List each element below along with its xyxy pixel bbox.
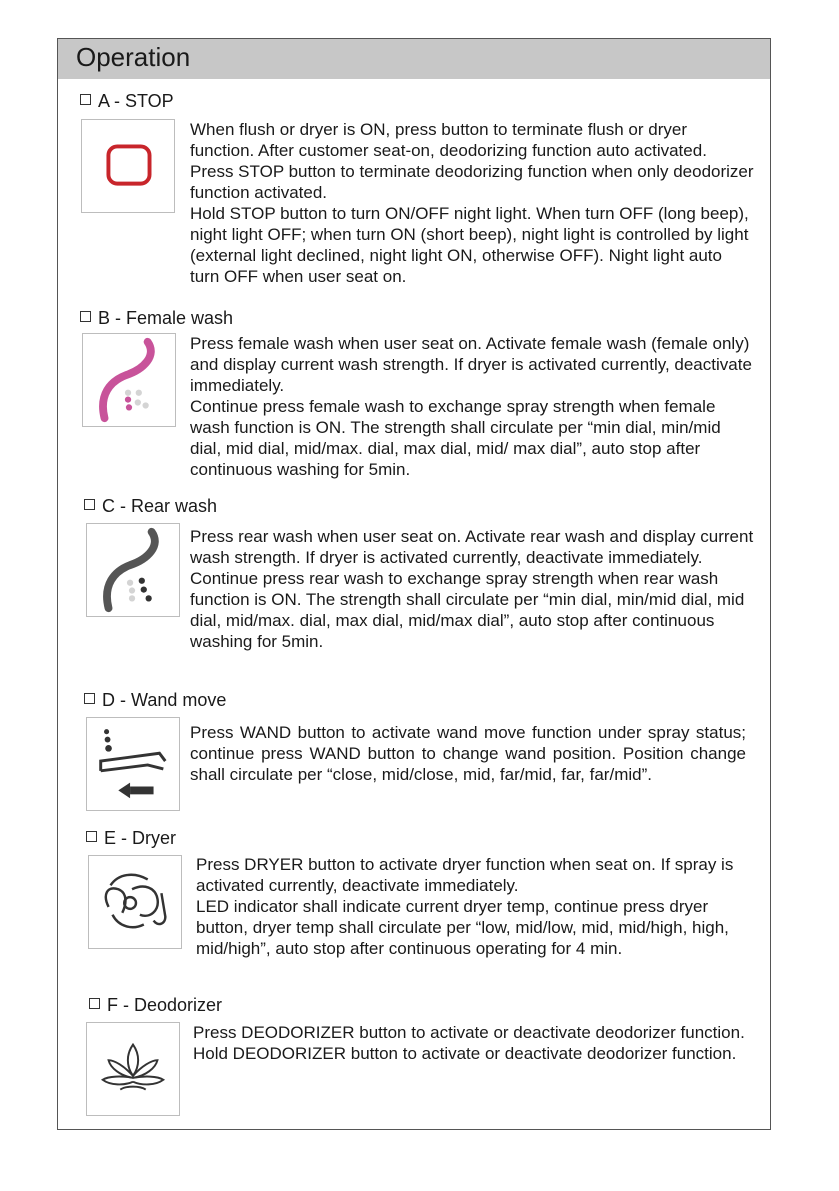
section-title-wand-move: D - Wand move: [84, 690, 226, 710]
checkbox-icon: [80, 94, 91, 105]
female-wash-icon: [83, 334, 175, 426]
section-text-rear-wash: Press rear wash when user seat on. Activate rear wash and display current wash strength. If dryer is activated currently, deactivate immediately. Continue press rear wash to exchange spray strength when rear wash function is ON. The strength shall circulate per “min dial, min/mid dial, mid dial, mid/max. dial, max dial, mid/max dial”, auto stop after continuous washing for 5min.: [190, 527, 754, 651]
wand-move-icon-box: [86, 717, 180, 811]
dryer-icon: [89, 856, 181, 948]
section-title-deodorizer: F - Deodorizer: [89, 995, 222, 1015]
section-text-stop: When flush or dryer is ON, press button to terminate flush or dryer function. After customer seat-on, deodorizing function auto activated. Press STOP button to terminate deodorizing function when only deodorizer function activated. Hold STOP button to turn ON/OFF night light. When turn OFF (long beep), night light OFF; when turn ON (short beep), night light is controlled by light (external light declined, night light ON, otherwise OFF). Night light auto turn OFF when user seat on.: [190, 120, 754, 286]
section-text-deodorizer: Press DEODORIZER button to activate or deactivate deodorizer function. Hold DEODORIZER button to activate or deactivate deodorizer function.: [193, 1023, 745, 1063]
wand-move-icon: [87, 718, 179, 810]
rear-wash-icon-box: [86, 523, 180, 617]
deodorizer-icon-box: [86, 1022, 180, 1116]
rear-wash-icon: [87, 524, 179, 616]
female-wash-icon-box: [82, 333, 176, 427]
section-text-wand-move: Press WAND button to activate wand move function under spray status; continue press WAND button to change wand position. Position change shall circulate per “close, mid/close, mid, far/mid, far, far/mid”.: [190, 723, 746, 784]
checkbox-icon: [89, 998, 100, 1009]
checkbox-icon: [80, 311, 91, 322]
section-title-female-wash: B - Female wash: [80, 308, 233, 328]
checkbox-icon: [86, 831, 97, 842]
stop-square-icon: [82, 120, 174, 212]
stop-button-icon-box: [81, 119, 175, 213]
page-title: Operation: [76, 42, 191, 72]
section-title-rear-wash: C - Rear wash: [84, 496, 217, 516]
section-text-female-wash: Press female wash when user seat on. Activate female wash (female only) and display current wash strength. If dryer is activated currently, deactivate immediately. Continue press female wash to exchange spray strength when female wash function is ON. The strength shall circulate per “min dial, min/mid dial, mid dial, mid/max. dial, max dial, mid/ max dial”, auto stop after continuous washing for 5min.: [190, 334, 752, 479]
checkbox-icon: [84, 693, 95, 704]
section-text-dryer: Press DRYER button to activate dryer function when seat on. If spray is activated currently, deactivate immediately. LED indicator shall indicate current dryer temp, continue press dryer button, dryer temp shall circulate per “low, mid/low, mid, mid/high, high, mid/high”, auto stop after continuous operating for 4 min.: [196, 855, 734, 958]
section-title-dryer: E - Dryer: [86, 828, 176, 848]
checkbox-icon: [84, 499, 95, 510]
lotus-icon: [87, 1023, 179, 1115]
section-title-stop: A - STOP: [80, 91, 174, 111]
section-header: [58, 39, 770, 79]
dryer-icon-box: [88, 855, 182, 949]
